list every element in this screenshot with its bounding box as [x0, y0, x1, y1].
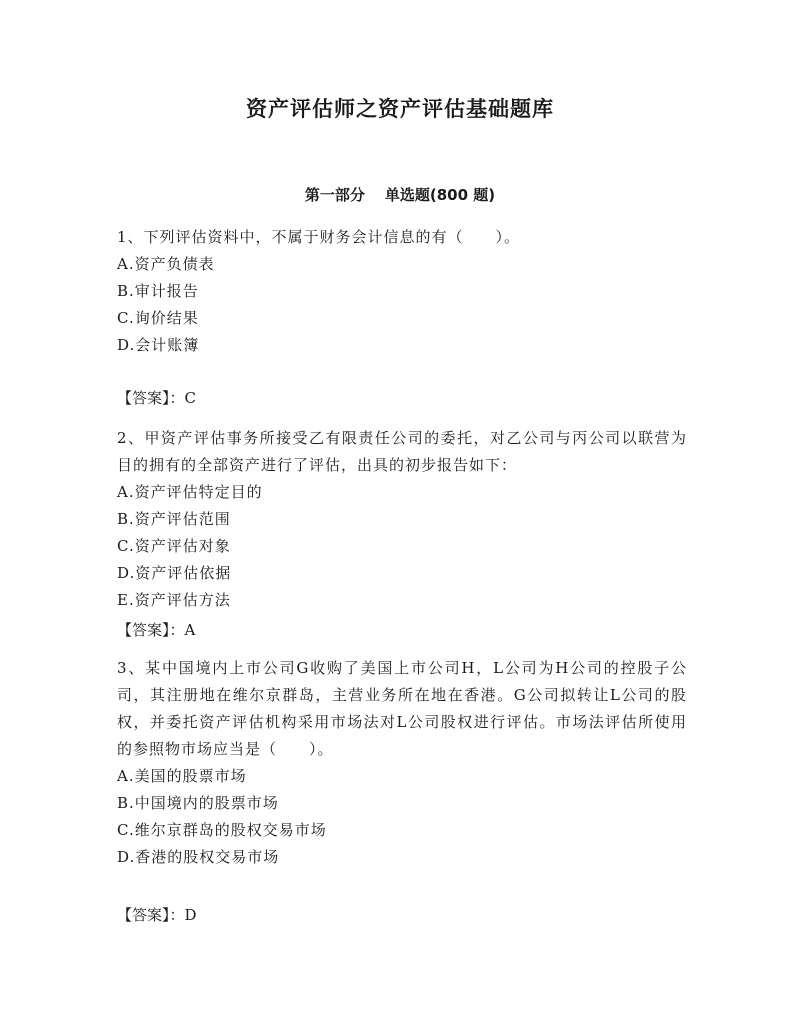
section-name: 单选题(800 题) — [384, 186, 496, 204]
answer-value: C — [184, 389, 196, 407]
option-c: C.维尔京群岛的股权交易市场 — [117, 821, 327, 839]
option-c: C.询价结果 — [117, 309, 199, 327]
option-a: A.美国的股票市场 — [117, 767, 247, 785]
option-d: D.香港的股权交易市场 — [117, 848, 280, 866]
section-label: 第一部分 — [304, 186, 365, 204]
option-b: B.中国境内的股票市场 — [117, 794, 279, 812]
option-a: A.资产负债表 — [117, 255, 215, 273]
answer-value: A — [184, 621, 196, 639]
option-b: B.资产评估范围 — [117, 510, 231, 528]
answer-label: 【答案】： — [117, 906, 185, 924]
question-1 — [117, 224, 687, 359]
answer-1 — [117, 385, 196, 412]
answer-label: 【答案】： — [117, 389, 185, 407]
option-d: D.会计账簿 — [117, 336, 200, 354]
option-c: C.资产评估对象 — [117, 537, 231, 555]
answer-value: D — [184, 906, 197, 924]
answer-3 — [117, 902, 197, 929]
question-stem: 3、某中国境内上市公司G收购了美国上市公司H，L公司为H公司的控股子公司，其注册地在维尔京群岛，主营业务所在地在香港。G公司拟转让L公司的股权，并委托资产评估机构采用市场法对L公司股权进行评估。市场法评估所使用的参照物市场应当是（ ）。 — [117, 659, 687, 758]
option-a: A.资产评估特定目的 — [117, 483, 263, 501]
question-stem: 2、甲资产评估事务所接受乙有限责任公司的委托，对乙公司与丙公司以联营为目的拥有的全部资产进行了评估，出具的初步报告如下： — [117, 429, 687, 474]
question-2 — [117, 425, 687, 614]
question-3 — [117, 655, 687, 871]
option-e: E.资产评估方法 — [117, 591, 231, 609]
section-heading — [0, 184, 800, 205]
option-b: B.审计报告 — [117, 282, 199, 300]
question-stem: 1、下列评估资料中，不属于财务会计信息的有（ ）。 — [117, 228, 521, 246]
document-title: 资产评估师之资产评估基础题库 — [246, 97, 554, 121]
answer-2 — [117, 617, 195, 644]
option-d: D.资产评估依据 — [117, 564, 232, 582]
answer-label: 【答案】： — [117, 621, 185, 639]
